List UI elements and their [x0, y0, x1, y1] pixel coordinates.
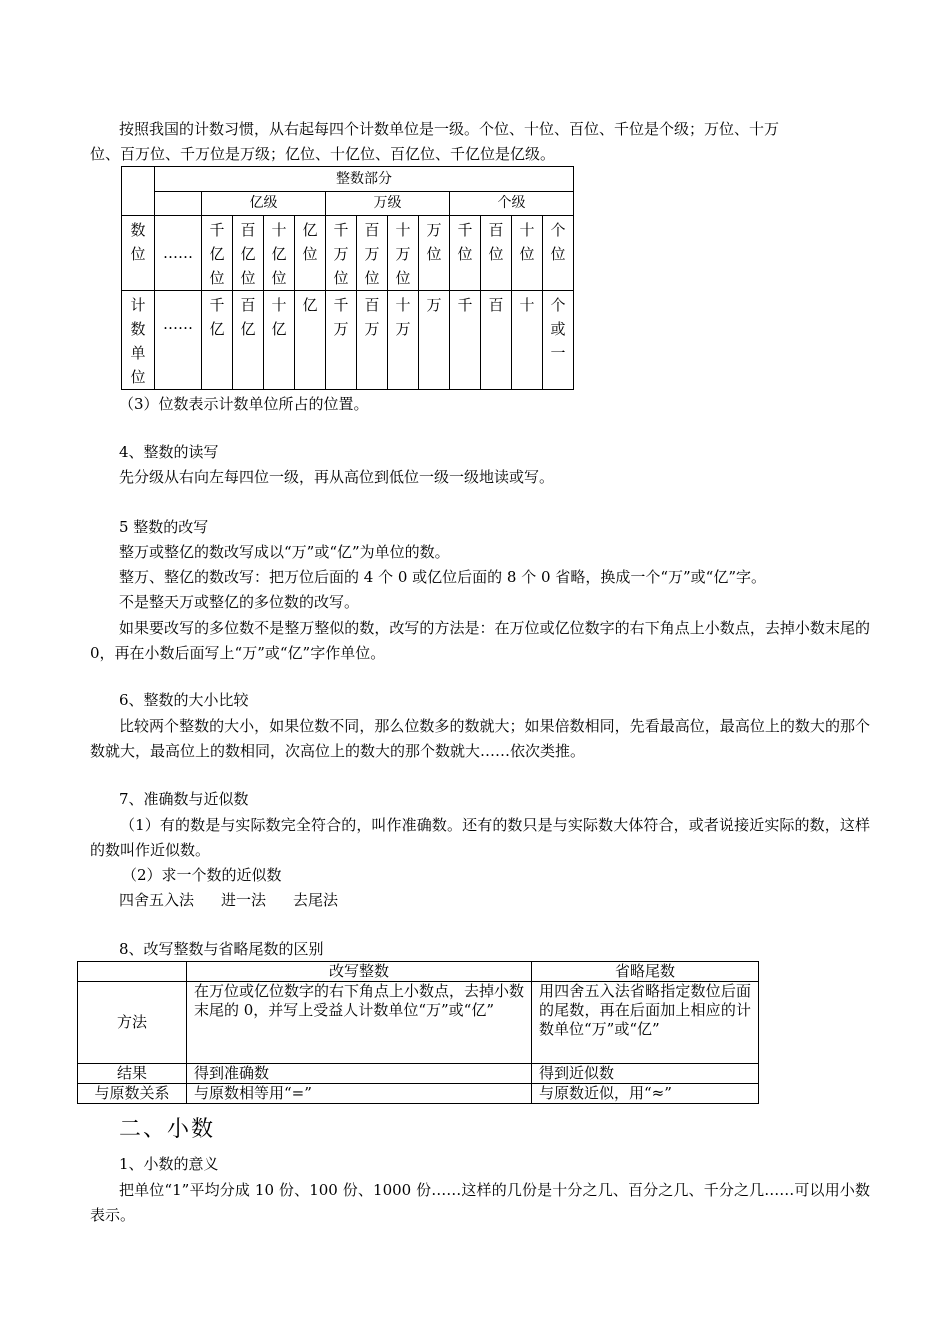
digit-place-cell: 十 位: [512, 216, 543, 291]
row-label-units: 计 数 单 位: [122, 291, 155, 390]
digit-place-cell: 亿 位: [295, 216, 326, 291]
approx-methods: [119, 889, 899, 911]
row-label-relation: 与原数关系: [78, 1084, 187, 1104]
part2-heading: 二、小数: [119, 1117, 216, 1142]
relation-omit: 与原数近似，用“≈”: [532, 1084, 759, 1104]
sec5-line-3: 不是整天万或整亿的多位数的改写。: [119, 593, 360, 611]
relation-rewrite: 与原数相等用“=”: [187, 1084, 532, 1104]
counting-unit-cell: 亿: [295, 291, 326, 390]
ellipsis-cell: ……: [155, 291, 202, 390]
method-floor: 去尾法: [293, 891, 339, 909]
counting-unit-cell: 百 亿: [233, 291, 264, 390]
counting-unit-cell: 个 或 一: [543, 291, 574, 390]
digit-place-cell: 百 万 位: [357, 216, 388, 291]
digit-place-cell: 千 万 位: [326, 216, 357, 291]
digit-place-cell: 十 万 位: [388, 216, 419, 291]
sec6-title: 6、整数的大小比较: [119, 691, 249, 709]
sec8-title: 8、改写整数与省略尾数的区别: [119, 940, 324, 958]
counting-unit-cell: 万: [419, 291, 450, 390]
counting-unit-cell: 百 万: [357, 291, 388, 390]
sec5-line-1: 整万或整亿的数改写成以“万”或“亿”为单位的数。: [119, 543, 450, 561]
sec7-line-2: （2）求一个数的近似数: [122, 866, 282, 884]
row-label-result: 结果: [78, 1064, 187, 1084]
method-ceil: 进一法: [221, 891, 267, 909]
counting-unit-cell: 千 万: [326, 291, 357, 390]
group-ge: 个级: [450, 192, 574, 216]
result-omit: 得到近似数: [532, 1064, 759, 1084]
result-rewrite: 得到准确数: [187, 1064, 532, 1084]
counting-unit-cell: 十 亿: [264, 291, 295, 390]
digit-place-cell: 千 亿 位: [202, 216, 233, 291]
sec5-title: 5 整数的改写: [119, 518, 209, 536]
digit-place-cell: 千 位: [450, 216, 481, 291]
group-yi: 亿级: [202, 192, 326, 216]
digit-place-cell: 百 亿 位: [233, 216, 264, 291]
digit-place-cell: 十 亿 位: [264, 216, 295, 291]
place-value-table: [121, 166, 574, 390]
corner-cell: [122, 167, 155, 216]
digit-place-cell: 个 位: [543, 216, 574, 291]
table-row-units: [122, 291, 574, 390]
digit-place-cell: 万 位: [419, 216, 450, 291]
method-round: 四舍五入法: [119, 891, 195, 909]
intro-line-1: 按照我国的计数习惯，从右起每四个计数单位是一级。个位、十位、百位、千位是个级；万位、十万: [119, 120, 780, 138]
comparison-table: [77, 961, 759, 1104]
sec6-paragraph: 比较两个整数的大小，如果位数不同，那么位数多的数就大；如果倍数相同，先看最高位，最高位上的数大的那个数就大，最高位上的数相同，次高位上的数大的那个数就大……依次类推。: [90, 717, 870, 760]
note-3: （3）位数表示计数单位所占的位置。: [119, 395, 369, 413]
counting-unit-cell: 千: [450, 291, 481, 390]
part2-s1-paragraph: 把单位“1”平均分成 10 份、100 份、1000 份……这样的几份是十分之几、百分之几、千分之几……可以用小数表示。: [90, 1181, 870, 1224]
sec7-title: 7、准确数与近似数: [119, 790, 249, 808]
sec5-line-2: 整万、整亿的数改写：把万位后面的 4 个 0 或亿位后面的 8 个 0 省略，换成一个“万”或“亿”字。: [119, 568, 766, 586]
table-row-digits: [122, 216, 574, 291]
counting-unit-cell: 千 亿: [202, 291, 233, 390]
ellipsis-cell: ……: [155, 216, 202, 291]
counting-unit-cell: 十: [512, 291, 543, 390]
sec4-title: 4、整数的读写: [119, 443, 219, 461]
row-label-digits: 数 位: [122, 216, 155, 291]
group-wan: 万级: [326, 192, 450, 216]
counting-unit-cell: 百: [481, 291, 512, 390]
intro-line-2: 位、百万位、千万位是万级；亿位、十亿位、百亿位、千亿位是亿级。: [90, 145, 556, 163]
digit-place-cell: 百 位: [481, 216, 512, 291]
sec7-paragraph-1: （1）有的数是与实际数完全符合的，叫作准确数。还有的数只是与实际数大体符合，或者说接近实际的数，这样的数叫作近似数。: [90, 816, 870, 859]
part2-s1-title: 1、小数的意义: [119, 1155, 219, 1173]
method-rewrite: 在万位或亿位数字的右下角点上小数点，去掉小数末尾的 0，并写上受益人计数单位“万”或“亿”: [187, 982, 532, 1064]
col-header-omit: 省略尾数: [532, 962, 759, 982]
col-header-rewrite: 改写整数: [187, 962, 532, 982]
row-label-method: 方法: [78, 982, 187, 1064]
sec5-paragraph: 如果要改写的多位数不是整万整似的数，改写的方法是：在万位或亿位数字的右下角点上小数点，去掉小数末尾的 0，再在小数后面写上“万”或“亿”字作单位。: [90, 619, 870, 662]
counting-unit-cell: 十 万: [388, 291, 419, 390]
method-omit: 用四舍五入法省略指定数位后面的尾数，再在后面加上相应的计数单位“万”或“亿”: [532, 982, 759, 1064]
table-title: 整数部分: [155, 167, 574, 192]
sec4-text: 先分级从右向左每四位一级，再从高位到低位一级一级地读或写。: [119, 468, 555, 486]
